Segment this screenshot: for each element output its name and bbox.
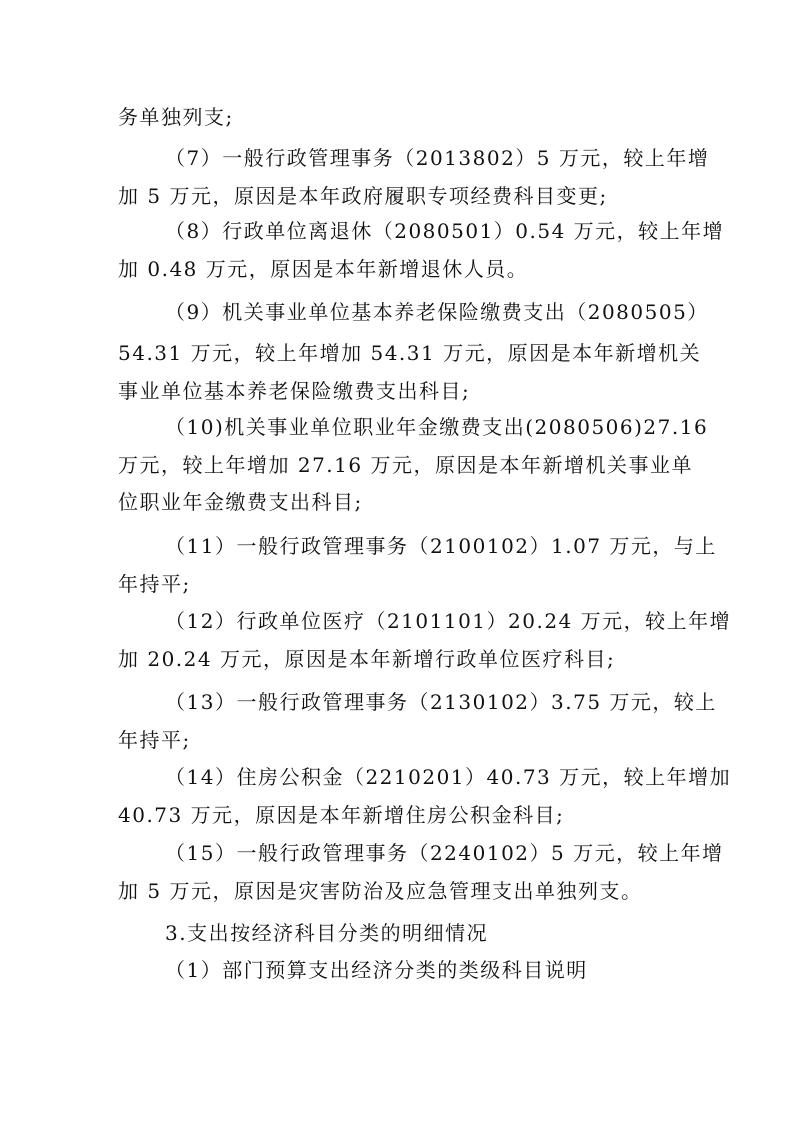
text-line: （11）一般行政管理事务（2100102）1.07 万元，与上 — [165, 534, 717, 558]
text-line: （8）行政单位离退休（2080501）0.54 万元，较上年增 — [165, 219, 725, 243]
text-line: 位职业年金缴费支出科目; — [118, 490, 363, 514]
text-line: 加 5 万元，原因是本年政府履职专项经费科目变更; — [118, 184, 608, 208]
text-line: （12）行政单位医疗（2101101）20.24 万元，较上年增 — [165, 609, 732, 633]
text-line: （7）一般行政管理事务（2013802）5 万元，较上年增 — [165, 146, 710, 170]
text-line: 加 0.48 万元，原因是本年新增退休人员。 — [118, 257, 529, 281]
text-line: 加 20.24 万元，原因是本年新增行政单位医疗科目; — [118, 647, 616, 671]
text-line: （15）一般行政管理事务（2240102）5 万元，较上年增 — [165, 841, 724, 865]
text-line: 年持平; — [118, 572, 191, 596]
text-line: 40.73 万元，原因是本年新增住房公积金科目; — [118, 803, 565, 827]
text-line: 万元，较上年增加 27.16 万元，原因是本年新增机关事业单 — [118, 453, 693, 477]
text-line: 事业单位基本养老保险缴费支出科目; — [118, 379, 471, 403]
text-line: （13）一般行政管理事务（2130102）3.75 万元，较上 — [165, 690, 717, 714]
text-line: （9）机关事业单位基本养老保险缴费支出（2080505） — [165, 300, 709, 324]
text-line: 务单独列支; — [118, 105, 234, 129]
section-heading: 3.支出按经济科目分类的明细情况 — [165, 921, 489, 945]
text-line: 54.31 万元，较上年增加 54.31 万元，原因是本年新增机关 — [118, 341, 702, 365]
subsection-heading: （1）部门预算支出经济分类的类级科目说明 — [165, 958, 588, 982]
text-line: （10)机关事业单位职业年金缴费支出(2080506)27.16 — [165, 415, 709, 439]
text-line: 加 5 万元，原因是灾害防治及应急管理支出单独列支。 — [118, 879, 643, 903]
text-line: （14）住房公积金（2210201）40.73 万元，较上年增加 — [165, 765, 732, 789]
text-line: 年持平; — [118, 728, 191, 752]
